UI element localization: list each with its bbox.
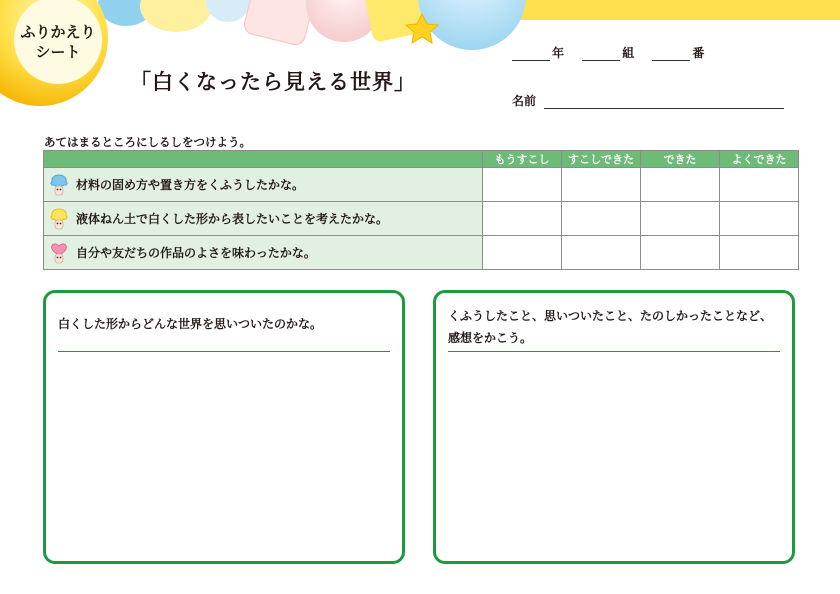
rating-cell[interactable] bbox=[562, 168, 641, 202]
name-label: 名前 bbox=[512, 94, 537, 108]
number-blank[interactable] bbox=[652, 48, 690, 61]
table-row bbox=[44, 202, 799, 236]
column-header: よくできた bbox=[720, 151, 799, 168]
rating-cell[interactable] bbox=[483, 202, 562, 236]
rating-cell[interactable] bbox=[641, 236, 720, 270]
question-text: 液体ねん土で白くした形から表したいことを考えたかな。 bbox=[76, 212, 389, 226]
column-header: もうすこし bbox=[483, 151, 562, 168]
badge-line2: シート bbox=[35, 43, 81, 61]
question-text: 自分や友だちの作品のよさを味わったかな。 bbox=[76, 246, 316, 260]
question-cell bbox=[44, 236, 483, 270]
rating-cell[interactable] bbox=[641, 168, 720, 202]
rating-cell[interactable] bbox=[483, 168, 562, 202]
yellow-banner bbox=[520, 0, 840, 20]
name-row bbox=[512, 92, 784, 109]
year-label: 年 bbox=[552, 46, 565, 60]
question-cell bbox=[44, 168, 483, 202]
yellow-bubble-shape bbox=[140, 0, 212, 32]
group-blank[interactable] bbox=[582, 48, 620, 61]
pink-square-shape bbox=[242, 0, 315, 47]
rating-cell[interactable] bbox=[720, 168, 799, 202]
box-prompt: 白くした形からどんな世界を思いついたのかな。 bbox=[58, 317, 323, 331]
self-assessment-table bbox=[43, 150, 799, 270]
box-divider bbox=[448, 351, 780, 352]
question-text: 材料の固め方や置き方をくふうしたかな。 bbox=[76, 178, 305, 192]
header-blank bbox=[44, 151, 483, 168]
light-bubble-shape bbox=[206, 0, 250, 22]
table-row bbox=[44, 168, 799, 202]
blue-character-icon bbox=[48, 173, 70, 197]
pink-character-icon bbox=[48, 241, 70, 265]
number-label: 番 bbox=[692, 46, 705, 60]
instruction-text: あてはまるところにしるしをつけよう。 bbox=[44, 135, 251, 149]
name-field[interactable] bbox=[544, 96, 784, 109]
table-header-row bbox=[44, 151, 799, 168]
column-header: すこしできた bbox=[562, 151, 641, 168]
box-prompt: くふうしたこと、思いついたこと、たのしかったことなど、感想をかこう。 bbox=[448, 309, 773, 345]
rating-cell[interactable] bbox=[483, 236, 562, 270]
rating-cell[interactable] bbox=[720, 236, 799, 270]
table-row bbox=[44, 236, 799, 270]
group-label: 組 bbox=[622, 46, 635, 60]
year-blank[interactable] bbox=[512, 48, 550, 61]
badge-line1: ふりかえり bbox=[20, 23, 96, 41]
class-info bbox=[512, 44, 704, 61]
rating-cell[interactable] bbox=[641, 202, 720, 236]
column-header: できた bbox=[641, 151, 720, 168]
page-title: 「白くなったら見える世界」 bbox=[130, 70, 416, 94]
box-divider bbox=[58, 351, 390, 352]
rating-cell[interactable] bbox=[720, 202, 799, 236]
rating-cell[interactable] bbox=[562, 202, 641, 236]
reflection-box-impressions[interactable] bbox=[433, 290, 795, 564]
sheet-badge bbox=[8, 22, 108, 62]
rating-cell[interactable] bbox=[562, 236, 641, 270]
yellow-character-icon bbox=[48, 207, 70, 231]
question-cell bbox=[44, 202, 483, 236]
reflection-box-world[interactable] bbox=[43, 290, 405, 564]
